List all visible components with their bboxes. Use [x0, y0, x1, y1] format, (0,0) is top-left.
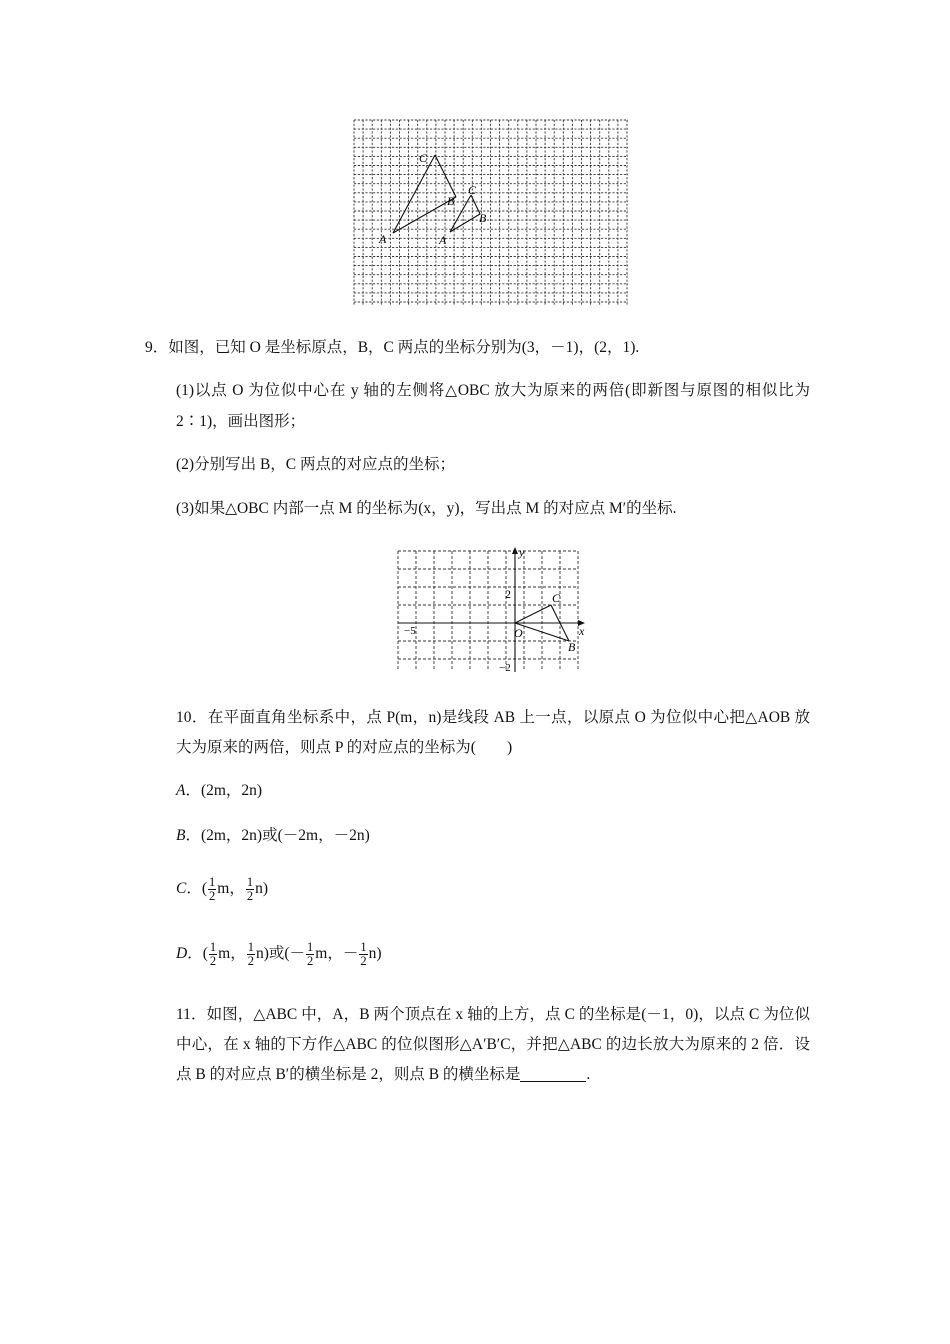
triangle-side-oc — [515, 605, 551, 623]
label-c1: C — [419, 151, 428, 165]
label-a2: A — [439, 233, 447, 247]
label-a1: A — [379, 232, 387, 246]
label-b2: B — [479, 211, 487, 225]
option-a-text: ．(2m，2n) — [185, 782, 263, 799]
option-a-letter: A — [176, 782, 186, 799]
q10-option-a — [145, 777, 841, 804]
q9-part2: (2)分别写出 B，C 两点的对应点的坐标； — [176, 456, 456, 473]
option-b-letter: B — [176, 827, 186, 844]
option-d-letter: D — [176, 945, 188, 962]
y-axis-label: y — [519, 545, 525, 559]
fraction-half: $\frac{1}{2}$ — [247, 939, 254, 968]
q11-stem: 11．如图，△ABC 中，A，B 两个顶点在 x 轴的上方，点 C 的坐标是(－1，0)，以点 C 为位似中心，在 x 轴的下方作△ABC 的位似图形△A′B′C，并把△ABC 的边长放大为原来的 2 倍．设点 B 的对应点 B′的横坐标是 2，则点 B 的横坐标是 . — [176, 1006, 810, 1083]
label-b1: B — [447, 194, 455, 208]
option-b-text: ．(2m，2n)或(－2m，－2n) — [185, 827, 370, 844]
fraction-half: $\frac{1}{2}$ — [209, 874, 216, 903]
q10-option-b — [145, 822, 841, 849]
q10-stem: 10．在平面直角坐标系中，点 P(m，n)是线段 AB 上一点，以原点 O 为位似中心把△AOB 放大为原来的两倍，则点 P 的对应点的坐标为( ) — [176, 709, 810, 756]
option-c-letter: C — [176, 880, 187, 897]
q9-stem: 9．如图，已知 O 是坐标原点，B，C 两点的坐标分别为(3，－1)，(2，1). — [145, 339, 640, 356]
fraction-half: $\frac{1}{2}$ — [246, 874, 254, 903]
q9-part3: (3)如果△OBC 内部一点 M 的坐标为(x，y)，写出点 M 的对应点 M′的坐标. — [176, 500, 677, 517]
x-axis-label: x — [579, 624, 585, 638]
q10-option-c: C．( $\frac{1}{2}$ m， $\frac{1}{2}$ n) — [176, 874, 269, 903]
q9-part1: (1)以点 O 为位似中心在 y 轴的左侧将△OBC 放大为原来的两倍(即新图与原图的相似比为 2∶1)，画出图形； — [176, 382, 810, 430]
triangle1-side-cb — [435, 155, 456, 197]
answer-blank[interactable] — [520, 1065, 586, 1082]
q10-option-d: D．( $\frac{1}{2}$ m， $\frac{1}{2}$ n)或(－ $\frac{1}{2}$ m，－ $\frac{1}{2}$ n) — [176, 939, 382, 968]
tick-y-2: 2 — [505, 587, 511, 601]
label-c: C — [552, 591, 561, 605]
tick-x-neg5: −5 — [404, 625, 416, 637]
figure-1-grid — [352, 118, 632, 310]
tick-y-neg2: −2 — [499, 662, 511, 674]
q11-text: 11．如图，△ABC 中，A，B 两个顶点在 x 轴的上方，点 C 的坐标是(－1，0)，以点 C 为位似中心，在 x 轴的下方作△ABC 的位似图形△A′B′C，并把△ABC 的边长放大为原来的 2 倍．设点 B 的对应点 B′的横坐标是 2，则点 B 的横坐标是 — [176, 1006, 810, 1083]
option-d-open: ．( — [187, 945, 208, 962]
fraction-half: $\frac{1}{2}$ — [209, 939, 217, 968]
label-c2: C — [468, 183, 477, 197]
fraction-half: $\frac{1}{2}$ — [307, 939, 314, 968]
label-b: B — [568, 640, 576, 654]
fraction-half: $\frac{1}{2}$ — [360, 939, 367, 968]
y-axis-arrow — [512, 547, 518, 554]
origin-label: O — [514, 626, 523, 640]
figure-2-coordinate-grid — [392, 545, 592, 675]
option-c-open: ．( — [186, 880, 208, 897]
